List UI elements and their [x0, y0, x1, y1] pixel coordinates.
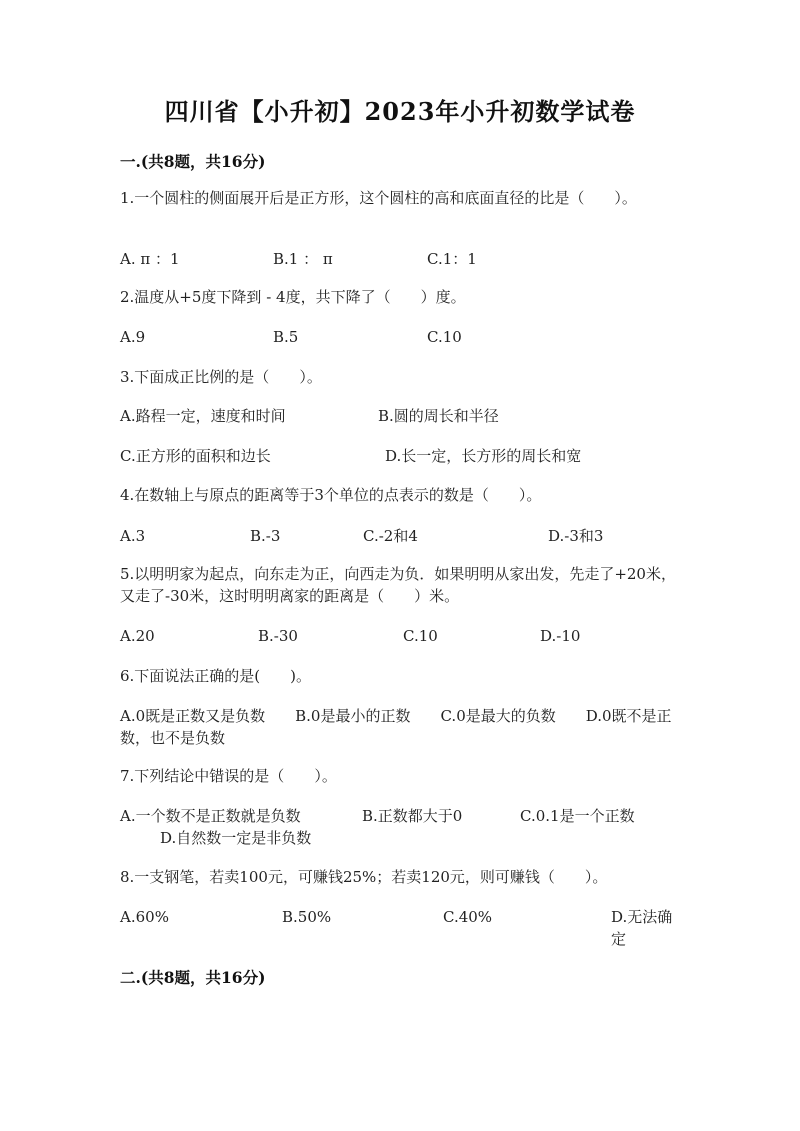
question-3: 3.下面成正比例的是（ ）。	[120, 368, 322, 386]
question-4: 4.在数轴上与原点的距离等于3个单位的点表示的数是（ ）。	[120, 486, 542, 504]
question-2-option-c: C.10	[427, 328, 462, 346]
question-7-option-d: D.自然数一定是非负数	[160, 829, 312, 847]
question-5-option-a: A.20	[120, 627, 155, 645]
section-one-heading: 一.(共8题，共16分)	[120, 152, 266, 171]
question-7-option-a: A.一个数不是正数就是负数	[120, 807, 301, 825]
question-4-option-d: D.-3和3	[548, 527, 604, 545]
question-4-option-b: B.-3	[250, 527, 281, 545]
question-1-option-b: B.1 ： π	[273, 250, 333, 268]
question-2-option-b: B.5	[273, 328, 299, 346]
question-2-option-a: A.9	[120, 328, 146, 346]
question-1-option-c: C.1：1	[427, 250, 477, 268]
question-5: 5.以明明家为起点，向东走为正，向西走为负．如果明明从家出发，先走了+20米，又走了-30米，这时明明离家的距离是（ ）米。	[120, 565, 676, 605]
question-3-option-c: C.正方形的面积和边长	[120, 447, 271, 465]
question-1-option-a: A. π ：1	[120, 250, 180, 268]
question-8-option-a: A.60%	[120, 908, 169, 926]
question-7-option-b: B.正数都大于0	[362, 807, 463, 825]
question-8: 8.一支钢笔，若卖100元，可赚钱25%；若卖120元，则可赚钱（ ）。	[120, 868, 608, 886]
question-1: 1.一个圆柱的侧面展开后是正方形，这个圆柱的高和底面直径的比是（ ）。	[120, 189, 637, 207]
question-8-option-d: D.无法确定	[611, 908, 673, 948]
question-7-option-c: C.0.1是一个正数	[520, 807, 635, 825]
question-8-option-b: B.50%	[282, 908, 332, 926]
question-3-option-d: D.长一定，长方形的周长和宽	[385, 447, 582, 465]
question-3-option-b: B.圆的周长和半径	[378, 407, 499, 425]
question-3-option-a: A.路程一定，速度和时间	[120, 407, 286, 425]
question-7: 7.下列结论中错误的是（ ）。	[120, 767, 337, 785]
question-5-option-d: D.-10	[540, 627, 581, 645]
question-4-option-c: C.-2和4	[363, 527, 418, 545]
question-5-option-c: C.10	[403, 627, 438, 645]
question-8-option-c: C.40%	[443, 908, 493, 926]
question-4-option-a: A.3	[120, 527, 146, 545]
section-two-heading: 二.(共8题，共16分)	[120, 968, 266, 987]
page-title: 四川省【小升初】2023年小升初数学试卷	[164, 97, 636, 126]
question-6: 6.下面说法正确的是( )。	[120, 667, 312, 685]
question-5-option-b: B.-30	[258, 627, 298, 645]
question-2: 2.温度从+5度下降到 - 4度，共下降了（ ）度。	[120, 288, 466, 306]
question-6-options: A.0既是正数又是负数 B.0是最小的正数 C.0是最大的负数 D.0既不是正数，也不是负数	[120, 707, 672, 747]
